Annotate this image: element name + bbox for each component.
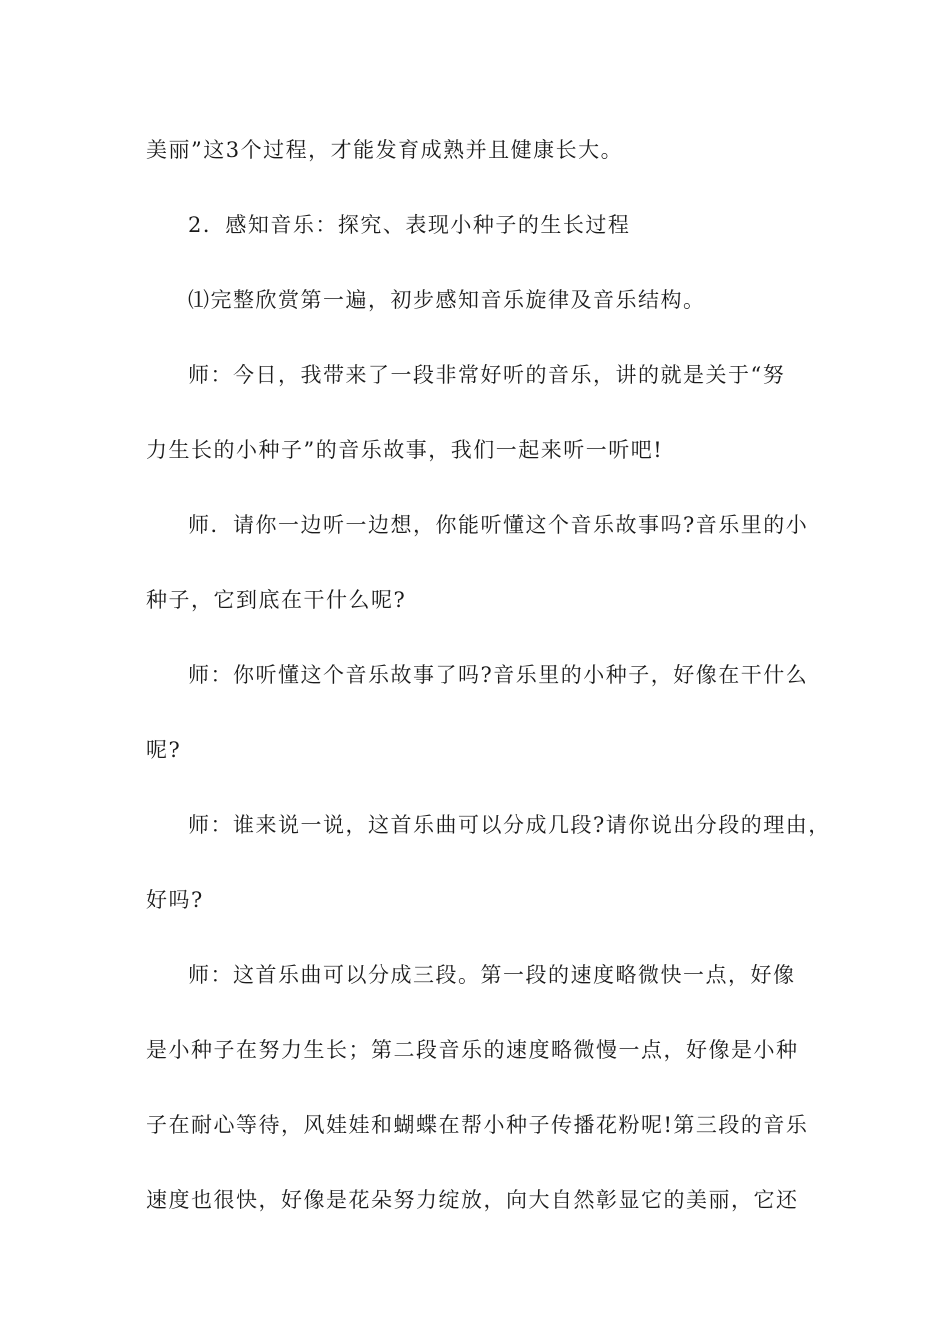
text-line: 种子，它到底在干什么呢? (146, 588, 407, 612)
text-line: 速度也很快，好像是花朵努力绽放，向大自然彰显它的美丽，它还 (146, 1188, 799, 1212)
section-heading: 2．感知音乐：探究、表现小种子的生长过程 (188, 213, 631, 237)
text-line: 师．请你一边听一边想，你能听懂这个音乐故事吗?音乐里的小 (188, 513, 809, 537)
text-line: 子在耐心等待，风娃娃和蝴蝶在帮小种子传播花粉呢!第三段的音乐 (146, 1113, 809, 1137)
text-line: 师：谁来说一说，这首乐曲可以分成几段?请你说出分段的理由， (188, 813, 831, 837)
text-line: 师：你听懂这个音乐故事了吗?音乐里的小种子，好像在干什么 (188, 663, 809, 687)
text-line: 力生长的小种子”的音乐故事，我们一起来听一听吧! (146, 438, 664, 462)
text-line: 呢? (146, 738, 182, 762)
text-line: 好吗? (146, 888, 204, 912)
subsection-heading: ⑴完整欣赏第一遍，初步感知音乐旋律及音乐结构。 (188, 288, 706, 312)
text-line: 是小种子在努力生长；第二段音乐的速度略微慢一点，好像是小种 (146, 1038, 799, 1062)
text-line: 师：今日，我带来了一段非常好听的音乐，讲的就是关于“努 (188, 363, 786, 387)
text-line: 师：这首乐曲可以分成三段。第一段的速度略微快一点，好像 (188, 963, 796, 987)
text-line: 美丽”这3个过程，才能发育成熟并且健康长大。 (146, 138, 624, 162)
